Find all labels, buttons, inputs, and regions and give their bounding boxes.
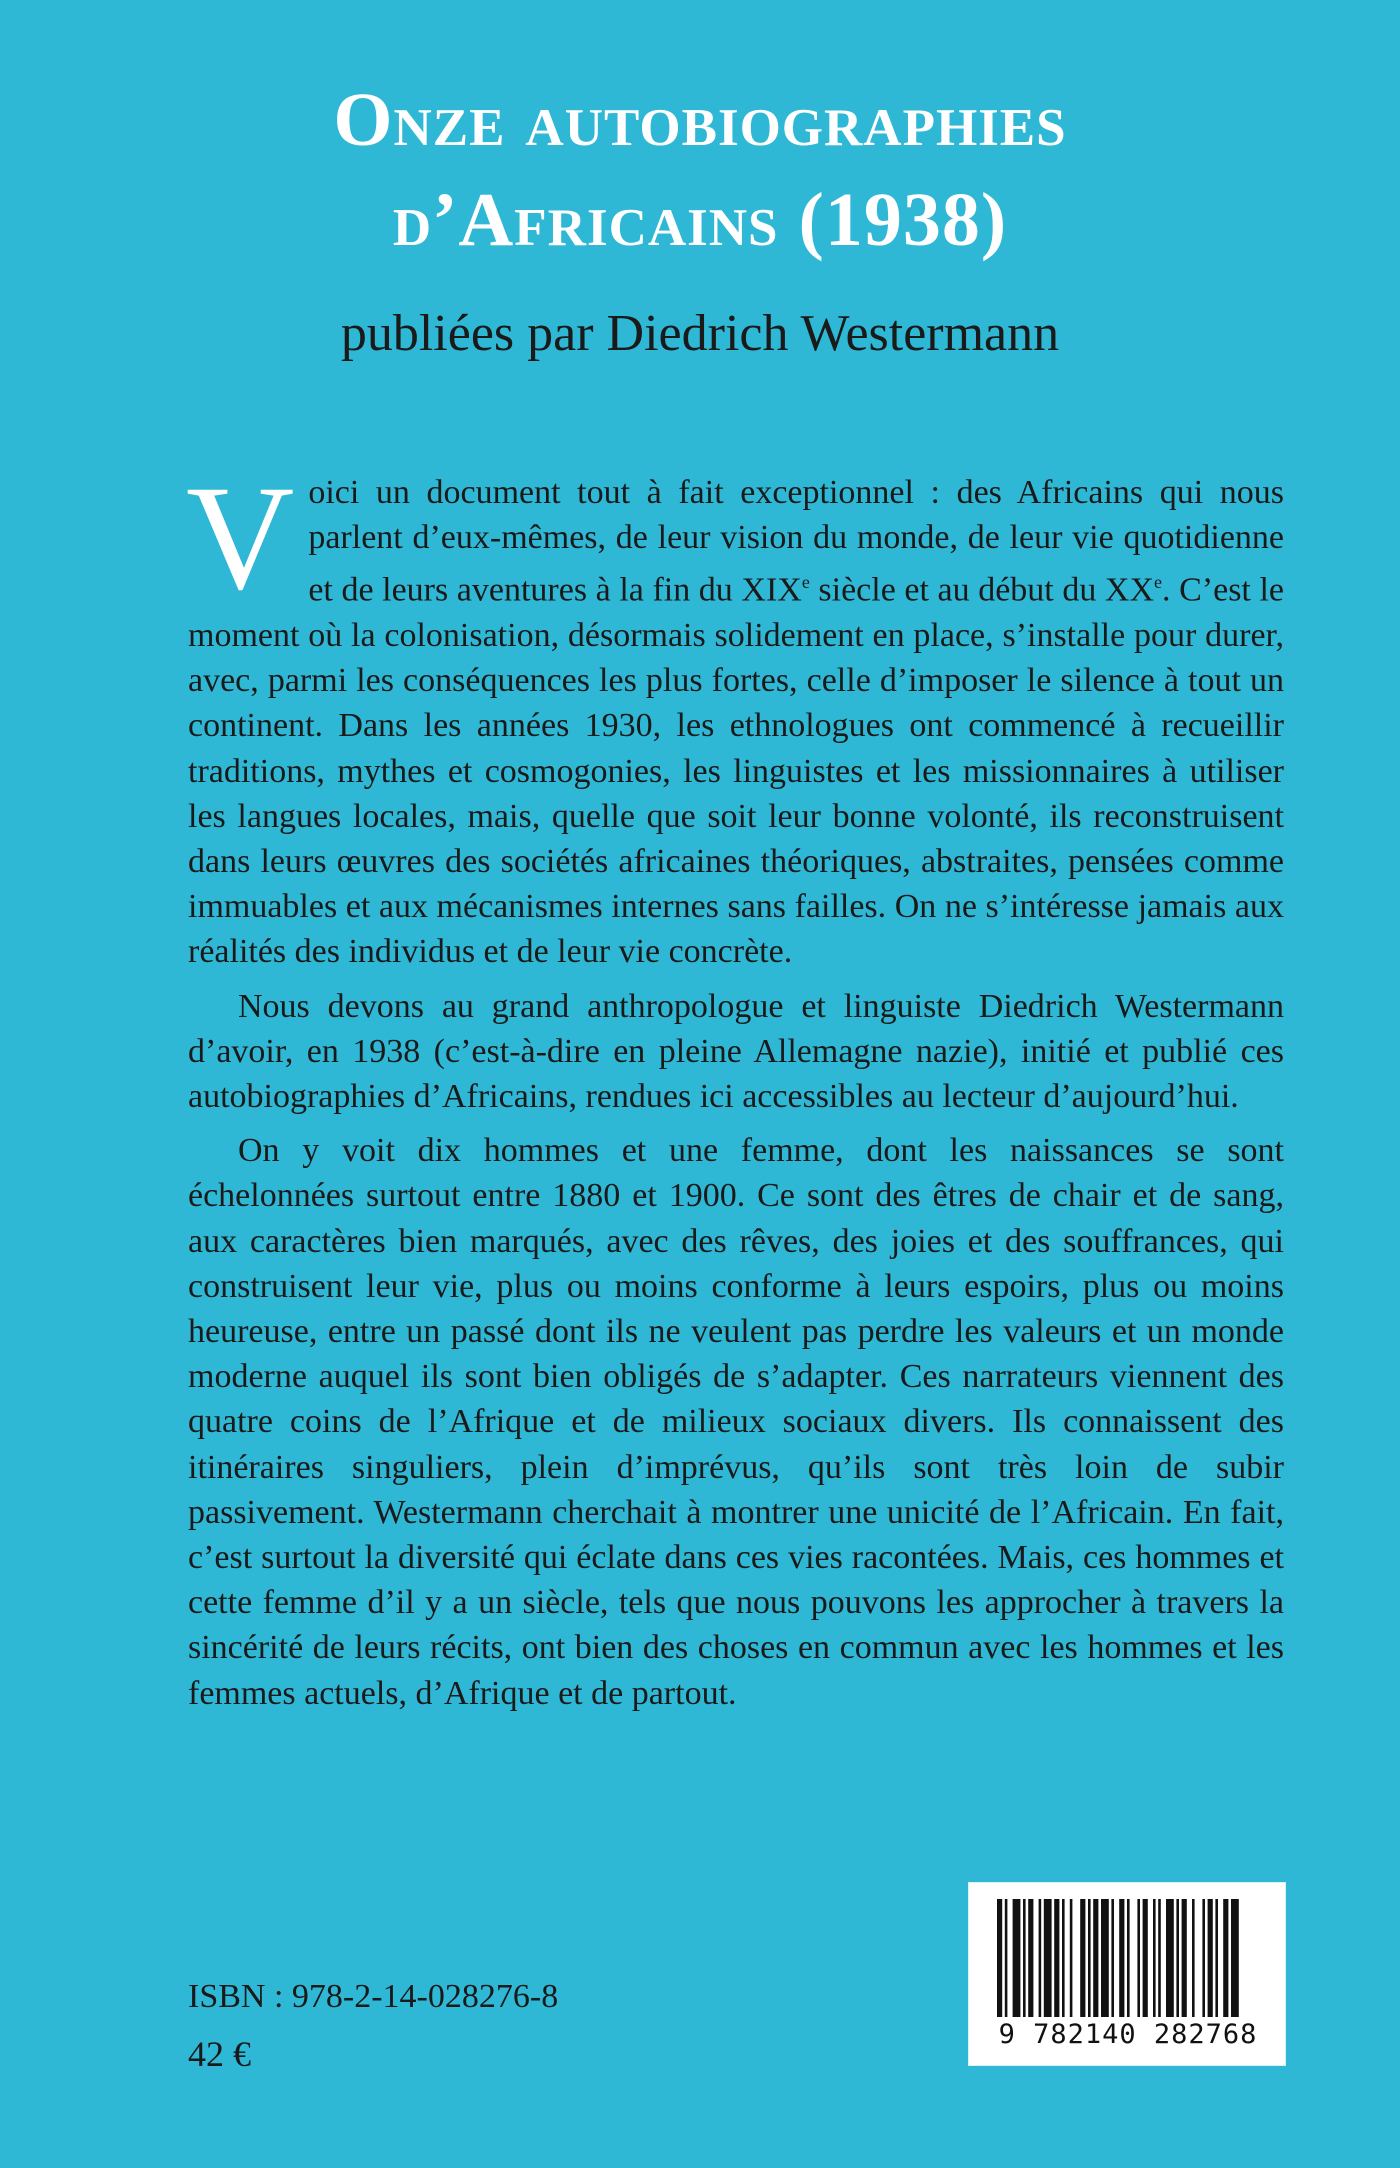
barcode-bar xyxy=(1208,1899,1213,2017)
barcode-bar xyxy=(1166,1899,1174,2017)
book-title-line-2: d’Africains (1938) xyxy=(392,178,1008,262)
barcode-bar xyxy=(1054,1899,1059,2017)
isbn-label: ISBN : 978-2-14-028276-8 xyxy=(188,1978,559,2015)
paragraph-1-text-b: siècle et au début du XX xyxy=(809,571,1155,609)
book-subtitle: publiées par Diedrich Westermann xyxy=(340,305,1060,362)
barcode-bar xyxy=(1215,1899,1218,2017)
barcode-bar xyxy=(1192,1899,1195,2017)
barcode-bar xyxy=(1127,1899,1130,2017)
paragraph-1-text-c: . C’est le moment où la colonisation, désormais solidement en place, s’installe pour durer, avec, parmi les conséquences les plus fortes, celle d’imposer le silence à tout un continent. Dans les années 1930, les ethnologues ont commencé à recueillir traditions, mythes et cosmogonies, les linguistes et les missionnaires à utiliser les langues locales, mais, quelle que soit leur bonne volonté, ils reconstruisent dans leurs œuvres des sociétés africaines théoriques, abstraites, pensées comme immuables et aux mécanismes internes sans failles. On ne s’intéresse jamais aux réalités des individus et de leur vie concrète. xyxy=(188,571,1284,971)
price-label: 42 € xyxy=(188,2034,251,2074)
barcode-bar xyxy=(1202,1899,1205,2017)
paragraph-1-text-a: oici un document tout à fait exceptionnel : des Africains qui nous parlent d’eux-mêmes, de leur vision du monde, de leur vie quotidienne et de leurs aventures à la fin du XIX xyxy=(308,474,1284,609)
barcode-bar xyxy=(1023,1899,1026,2017)
book-title-line-1: Onze autobiographies xyxy=(333,78,1067,162)
barcode-bar xyxy=(1080,1899,1085,2017)
barcode-bar xyxy=(1153,1899,1156,2017)
barcode-bar xyxy=(1028,1899,1033,2017)
superscript-e-2: e xyxy=(1154,572,1163,593)
barcode-bar xyxy=(1176,1899,1179,2017)
barcode-bars xyxy=(997,1899,1259,2017)
barcode-bar xyxy=(1013,1899,1021,2017)
barcode-bar xyxy=(997,1899,1002,2017)
blurb-paragraph-2: Nous devons au grand anthropologue et linguiste Diedrich Westermann d’avoir, en 1938 (c’est-à-dire en pleine Allemagne nazie), initié et publié ces autobiographies d’Africains, rendues ici accessibles au lecteur d’aujourd’hui. xyxy=(188,987,1284,1115)
barcode-bar xyxy=(1062,1899,1065,2017)
barcode-bar xyxy=(1231,1899,1239,2017)
barcode-number: 9 782140 282768 xyxy=(998,2019,1258,2050)
barcode-bar xyxy=(1158,1899,1161,2017)
barcode-bar xyxy=(1044,1899,1052,2017)
blurb-text xyxy=(186,455,1284,1725)
blurb-paragraph-1 xyxy=(186,455,1284,975)
barcode-bar xyxy=(1182,1899,1187,2017)
barcode-bar xyxy=(1101,1899,1109,2017)
drop-cap: V xyxy=(186,455,295,621)
barcode-bar xyxy=(1111,1899,1114,2017)
barcode-bar xyxy=(1119,1899,1124,2017)
barcode-bar xyxy=(1137,1899,1140,2017)
barcode-bar xyxy=(1005,1899,1008,2017)
barcode-bar xyxy=(1223,1899,1228,2017)
barcode-bar xyxy=(1088,1899,1091,2017)
superscript-e-1: e xyxy=(801,572,810,593)
barcode-bar xyxy=(1093,1899,1098,2017)
barcode-bar xyxy=(1039,1899,1042,2017)
barcode-bar xyxy=(1070,1899,1073,2017)
barcode xyxy=(968,1882,1286,2066)
blurb-paragraph-3: On y voit dix hommes et une femme, dont les naissances se sont échelonnées surtout entre 1880 et 1900. Ce sont des êtres de chair et de sang, aux caractères bien marqués, avec des rêves, des joies et des souffrances, qui construisent leur vie, plus ou moins conforme à leurs espoirs, plus ou moins heureuse, entre un passé dont ils ne veulent pas perdre les valeurs et un monde moderne auquel ils sont bien obligés de s’adapter. Ces narrateurs viennent des quatre coins de l’Afrique et de milieux sociaux divers. Ils connaissent des itinéraires singuliers, plein d’imprévus, qu’ils sont très loin de subir passivement. Westermann cherchait à montrer une unicité de l’Africain. En fait, c’est surtout la diversité qui éclate dans ces vies racontées. Mais, ces hommes et cette femme d’il y a un siècle, tels que nous pouvons les approcher à travers la sincérité de leurs récits, ont bien des choses en commun avec les hommes et les femmes actuels, d’Afrique et de partout. xyxy=(188,1132,1284,1712)
barcode-bar xyxy=(1143,1899,1148,2017)
